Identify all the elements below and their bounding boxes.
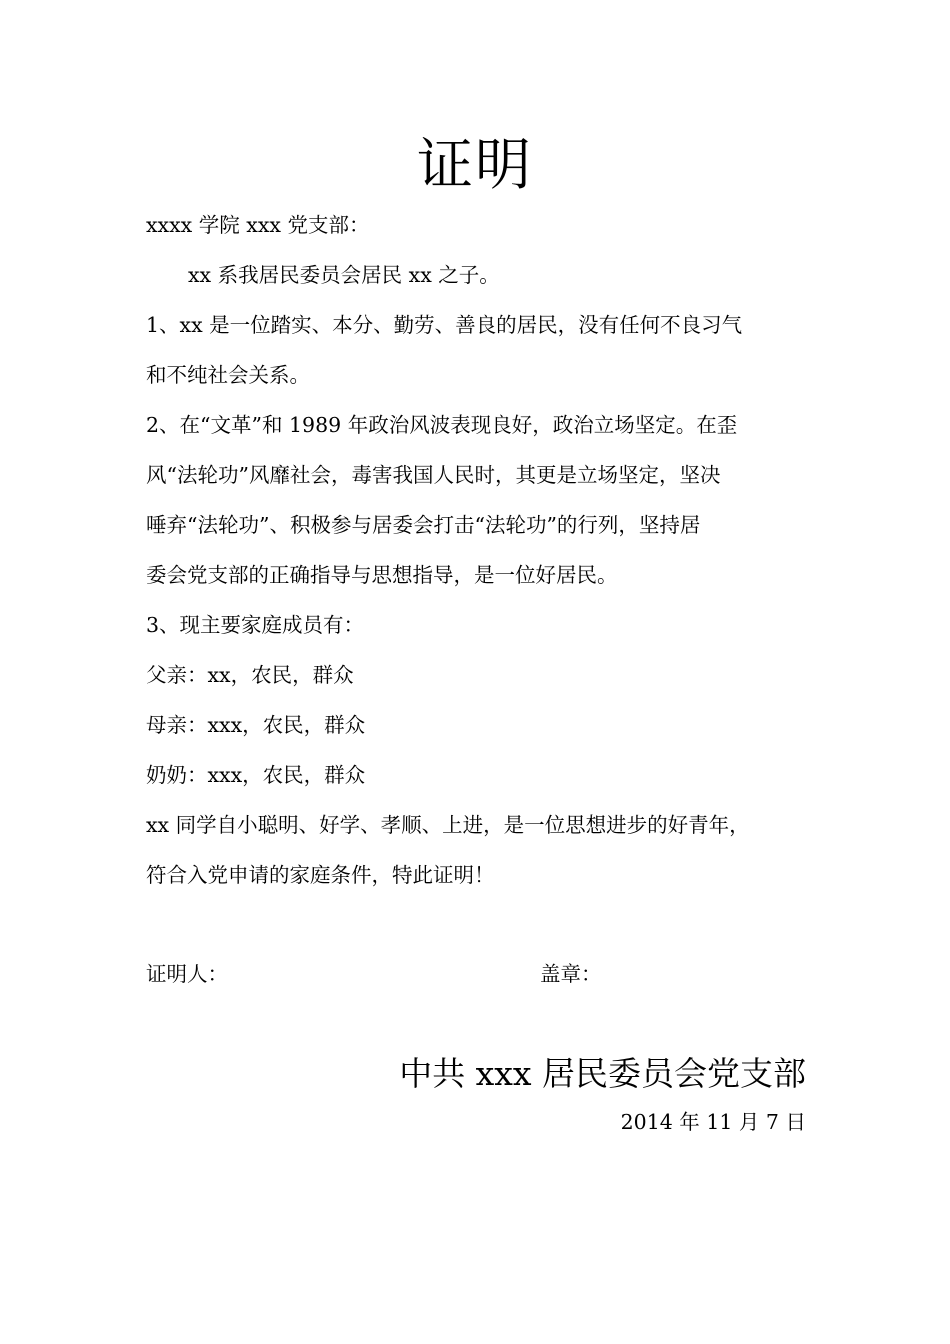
paragraph1-line: 和不纯社会关系。 [146,363,310,387]
seal-label: 盖章： [540,962,602,986]
paragraph2-line: 唾弃“法轮功”、积极参与居委会打击“法轮功”的行列，坚持居 [146,513,701,537]
family-heading: 3、现主要家庭成员有： [146,613,365,637]
paragraph1-line: 1、xx 是一位踏实、本分、勤劳、善良的居民，没有任何不良习气 [146,313,743,337]
paragraph2-line: 2、在“文革”和 1989 年政治风波表现良好，政治立场坚定。在歪 [146,413,738,437]
document-body [146,200,806,999]
paragraph2-line: 委会党支部的正确指导与思想指导，是一位好居民。 [146,563,618,587]
family-member-grandmother: 奶奶：xxx，农民，群众 [146,763,366,787]
document-title: 证明 [417,133,533,198]
family-member-father: 父亲：xx，农民，群众 [146,663,354,687]
issue-date: 2014 年 11 月 7 日 [620,1110,806,1134]
certifier-label: 证明人： [146,962,228,986]
paragraph2-line: 风“法轮功”风靡社会，毒害我国人民时，其更是立场坚定，坚决 [146,463,721,487]
family-member-mother: 母亲：xxx，农民，群众 [146,713,366,737]
issuing-organization: 中共 xxx 居民委员会党支部 [399,1054,806,1093]
conclusion-line: 符合入党申请的家庭条件，特此证明！ [146,863,495,887]
signature-row [146,949,806,999]
spacer [146,900,806,949]
conclusion-line: xx 同学自小聪明、好学、孝顺、上进，是一位思想进步的好青年， [146,813,750,837]
intro-line: xx 系我居民委员会居民 xx 之子。 [188,263,500,287]
salutation: xxxx 学院 xxx 党支部： [146,213,370,237]
